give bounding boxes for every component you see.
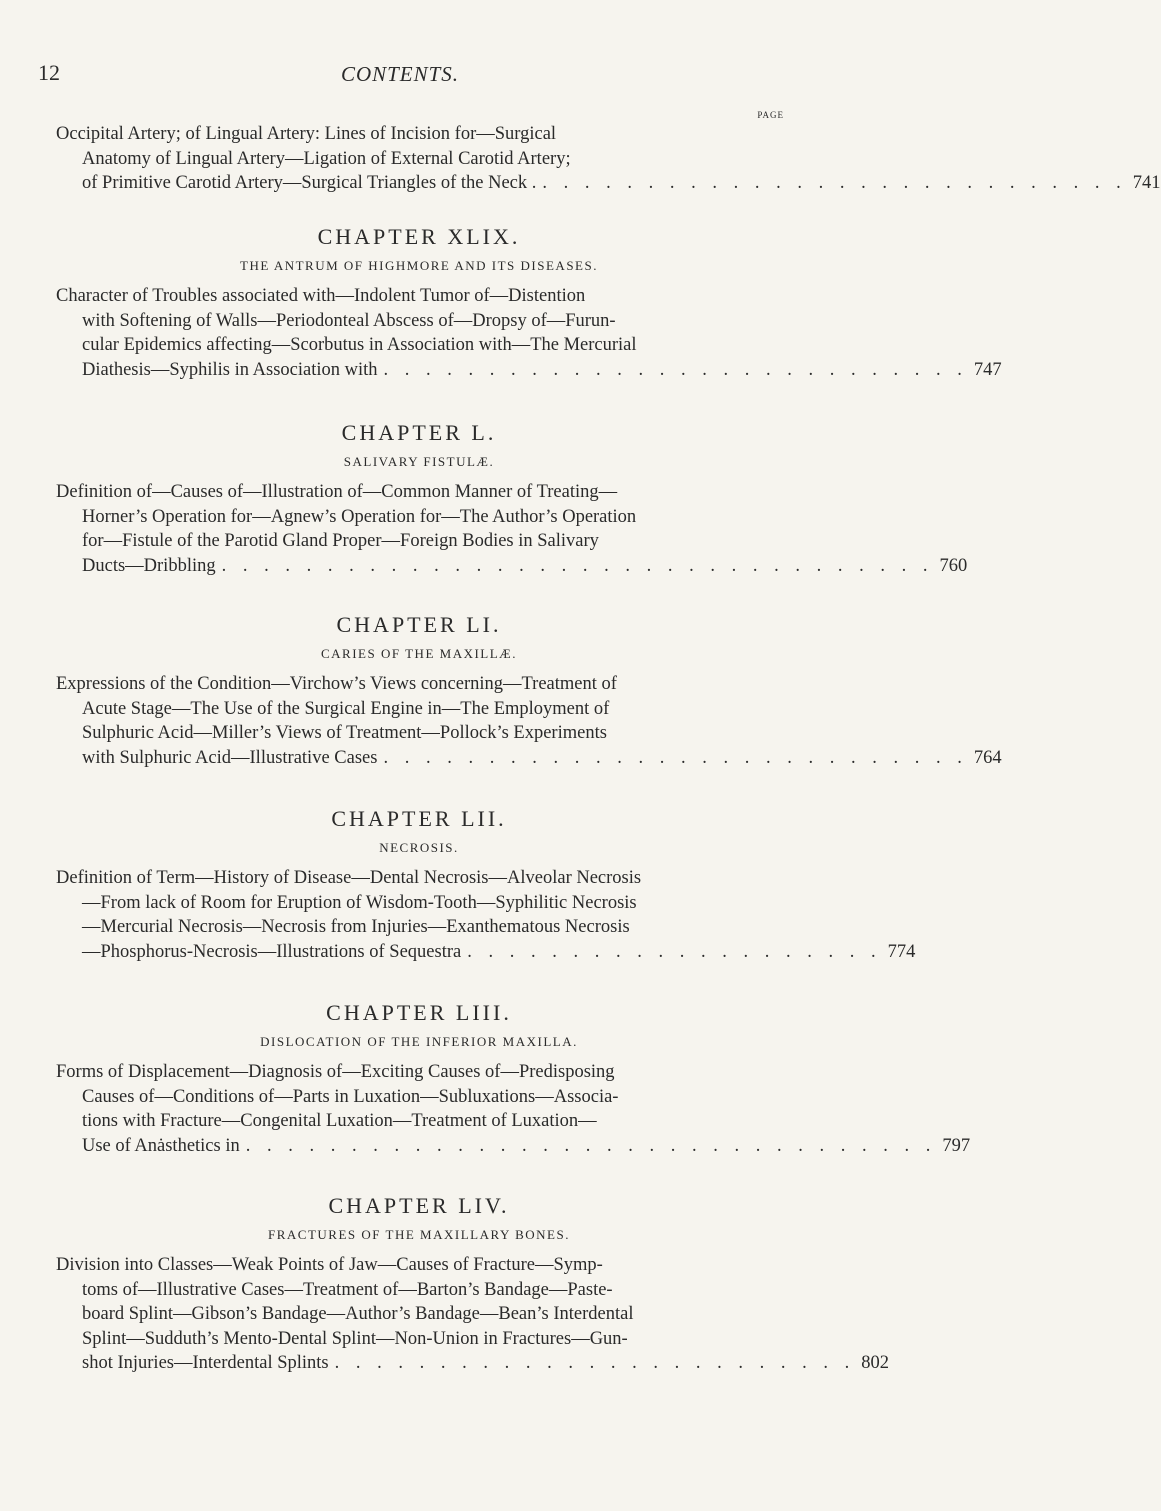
entry-line: Horner’s Operation for—Agnew’s Operation for—The Author’s Operation — [82, 506, 637, 527]
chapter-section — [56, 1000, 971, 1158]
leader-dots: . . . . . . . . . . . . . . . . . . . . . . . . . . . . — [542, 173, 1127, 193]
entry-last-text: —Phosphorus-Necrosis—Illustrations of Sequestra — [82, 941, 462, 962]
entry-line: Definition of Term—History of Disease—Dental Necrosis—Alveolar Necrosis — [56, 868, 642, 888]
entry-line: for—Fistule of the Parotid Gland Proper—Foreign Bodies in Salivary — [82, 531, 599, 551]
chapter-heading: CHAPTER LIII. — [326, 1000, 512, 1025]
entry-last-line — [56, 358, 1002, 383]
chapter-subtitle: THE ANTRUM OF HIGHMORE AND ITS DISEASES. — [240, 258, 598, 273]
page-header — [0, 60, 800, 90]
chapter-entry — [56, 284, 1002, 382]
entry-line: Acute Stage—The Use of the Surgical Engine in—The Employment of — [82, 698, 610, 719]
chapter-subtitle: SALIVARY FISTULÆ. — [343, 454, 495, 469]
chapter-subtitle: NECROSIS. — [379, 840, 459, 855]
entry-line: tions with Fracture—Congenital Luxation—Treatment of Luxation— — [82, 1111, 597, 1131]
entry-last-line — [56, 940, 916, 965]
chapter-section — [56, 420, 968, 578]
chapter-heading: CHAPTER L. — [341, 420, 497, 445]
entry-last-text: Use of Anȧsthetics in — [82, 1135, 240, 1156]
entry-line: Anatomy of Lingual Artery—Ligation of External Carotid Artery; — [82, 148, 571, 169]
entry-last-text: Ducts—Dribbling — [82, 555, 216, 576]
entry-page-number: 797 — [942, 1135, 971, 1156]
leader-dots: . . . . . . . . . . . . . . . . . . . . . . . . . — [334, 1353, 856, 1373]
chapter-entry — [56, 1060, 971, 1158]
entry-line: Occipital Artery; of Lingual Artery: Lines of Incision for—Surgical — [56, 124, 557, 144]
entry-line: Splint—Sudduth’s Mento-Dental Splint—Non-Union in Fractures—Gun- — [82, 1328, 628, 1349]
entry-last-line — [56, 554, 968, 579]
running-title: CONTENTS. — [340, 62, 460, 86]
entry-line: —From lack of Room for Eruption of Wisdom-Tooth—Syphilitic Necrosis — [82, 892, 637, 913]
entry-last-text: with Sulphuric Acid—Illustrative Cases — [82, 747, 378, 768]
leader-dots: . . . . . . . . . . . . . . . . . . . . — [467, 941, 882, 962]
entry-last-line — [56, 1134, 971, 1159]
entry-page-number: 741 — [1132, 173, 1161, 193]
page-column-label: PAGE — [757, 110, 784, 120]
chapter-section — [56, 224, 1002, 382]
leader-dots: . . . . . . . . . . . . . . . . . . . . . . . . . . . . . . . . . — [245, 1135, 937, 1156]
entry-line: cular Epidemics affecting—Scorbutus in Association with—The Mercurial — [82, 335, 637, 355]
page-number: 12 — [38, 60, 60, 85]
chapter-entry — [56, 480, 968, 578]
entry-line: —Mercurial Necrosis—Necrosis from Injuries—Exanthematous Necrosis — [82, 917, 630, 937]
chapter-heading: CHAPTER LIV. — [328, 1193, 510, 1218]
chapter-subtitle: CARIES OF THE MAXILLÆ. — [321, 646, 517, 661]
entry-line: Definition of—Causes of—Illustration of—Common Manner of Treating— — [56, 482, 618, 502]
entry-page-number: 774 — [887, 941, 916, 962]
chapter-entry — [56, 672, 1002, 770]
intro-entry — [56, 122, 1161, 196]
leader-dots: . . . . . . . . . . . . . . . . . . . . . . . . . . . . . . . . . . — [221, 555, 934, 576]
entry-page-number: 802 — [861, 1353, 890, 1373]
entry-line: Character of Troubles associated with—Indolent Tumor of—Distention — [56, 286, 586, 306]
entry-last-text: of Primitive Carotid Artery—Surgical Triangles of the Neck . — [82, 173, 537, 193]
chapter-subtitle: FRACTURES OF THE MAXILLARY BONES. — [268, 1227, 570, 1242]
entry-last-text: Diathesis—Syphilis in Association with — [82, 359, 378, 380]
entry-line: toms of—Illustrative Cases—Treatment of—Barton’s Bandage—Paste- — [82, 1279, 613, 1300]
entry-line: Sulphuric Acid—Miller’s Views of Treatment—Pollock’s Experiments — [82, 723, 607, 743]
entry-last-line — [56, 1351, 890, 1376]
entry-line: with Softening of Walls—Periodonteal Abscess of—Dropsy of—Furun- — [82, 310, 616, 331]
entry-last-text: shot Injuries—Interdental Splints — [82, 1353, 329, 1373]
entry-line: Division into Classes—Weak Points of Jaw—Causes of Fracture—Symp- — [56, 1255, 603, 1275]
entry-page-number: 747 — [973, 359, 1002, 380]
entry-last-line — [56, 171, 1161, 196]
entry-line: Expressions of the Condition—Virchow’s Views concerning—Treatment of — [56, 674, 617, 694]
chapter-heading: CHAPTER LII. — [331, 806, 507, 831]
leader-dots: . . . . . . . . . . . . . . . . . . . . . . . . . . . . — [383, 359, 968, 380]
entry-page-number: 764 — [973, 747, 1002, 768]
chapter-subtitle: DISLOCATION OF THE INFERIOR MAXILLA. — [260, 1034, 578, 1049]
entry-line: board Splint—Gibson’s Bandage—Author’s Bandage—Bean’s Interdental — [82, 1304, 634, 1324]
chapter-heading: CHAPTER LI. — [336, 612, 502, 637]
leader-dots: . . . . . . . . . . . . . . . . . . . . . . . . . . . . — [383, 747, 968, 768]
chapter-heading: CHAPTER XLIX. — [317, 224, 521, 249]
chapter-entry — [56, 866, 916, 964]
entry-line: Causes of—Conditions of—Parts in Luxation—Subluxations—Associa- — [82, 1086, 619, 1107]
chapter-section — [56, 612, 1002, 770]
entry-page-number: 760 — [939, 555, 968, 576]
entry-last-line — [56, 746, 1002, 771]
chapter-section — [56, 806, 916, 964]
entry-line: Forms of Displacement—Diagnosis of—Exciting Causes of—Predisposing — [56, 1062, 615, 1082]
chapter-entry — [56, 1253, 890, 1376]
chapter-section — [56, 1193, 890, 1376]
